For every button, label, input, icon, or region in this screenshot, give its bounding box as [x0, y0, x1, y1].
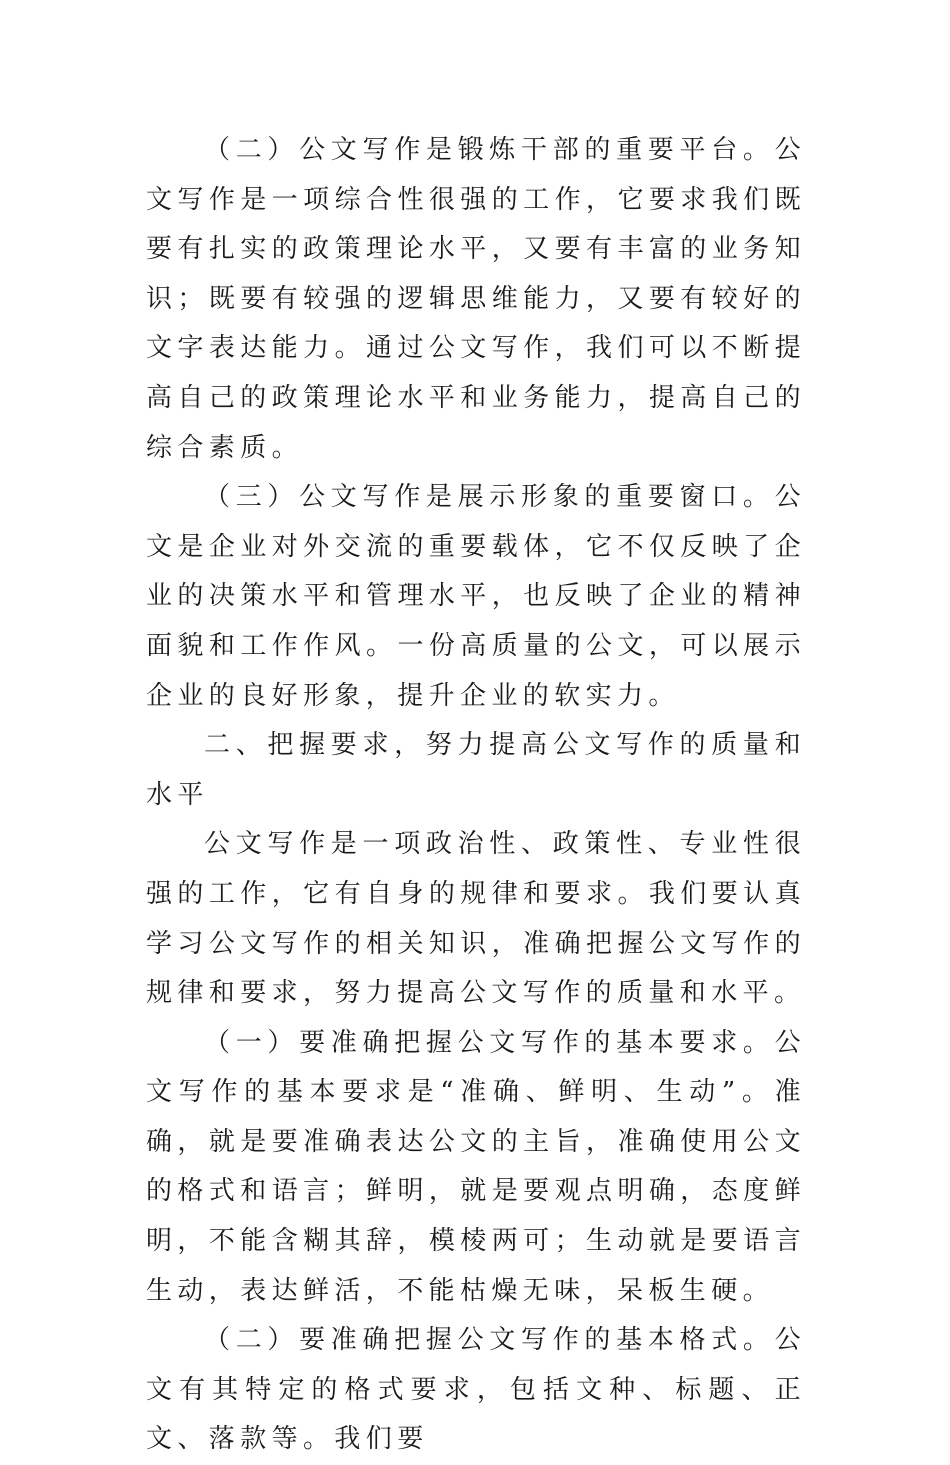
section-heading-requirements: 二、把握要求，努力提高公文写作的质量和水平 [146, 730, 806, 810]
paragraph-cadre-training: （二）公文写作是锻炼干部的重要平台。公文写作是一项综合性很强的工作，它要求我们既要有扎实的政策理论水平，又要有丰富的业务知识；既要有较强的逻辑思维能力，又要有较好的文字表达能力。通过公文写作，我们可以不断提高自己的政策理论水平和业务能力，提高自己的综合素质。 [146, 135, 806, 463]
paragraph-basic-requirements: （一）要准确把握公文写作的基本要求。公文写作的基本要求是“准确、鲜明、生动”。准确，就是要准确表达公文的主旨，准确使用公文的格式和语言；鲜明，就是要观点明确，态度鲜明，不能含糊其辞，模棱两可；生动就是要语言生动，表达鲜活，不能枯燥无味，呆板生硬。 [146, 1027, 806, 1306]
document-body [146, 126, 806, 1465]
paragraph-image-window: （三）公文写作是展示形象的重要窗口。公文是企业对外交流的重要载体，它不仅反映了企业的决策水平和管理水平，也反映了企业的精神面貌和工作作风。一份高质量的公文，可以展示企业的良好形象，提升企业的软实力。 [146, 482, 806, 711]
paragraph-requirements-intro: 公文写作是一项政治性、政策性、专业性很强的工作，它有自身的规律和要求。我们要认真学习公文写作的相关知识，准确把握公文写作的规律和要求，努力提高公文写作的质量和水平。 [146, 829, 806, 1009]
paragraph-basic-format: （二）要准确把握公文写作的基本格式。公文有其特定的格式要求，包括文种、标题、正文、落款等。我们要 [146, 1325, 806, 1455]
